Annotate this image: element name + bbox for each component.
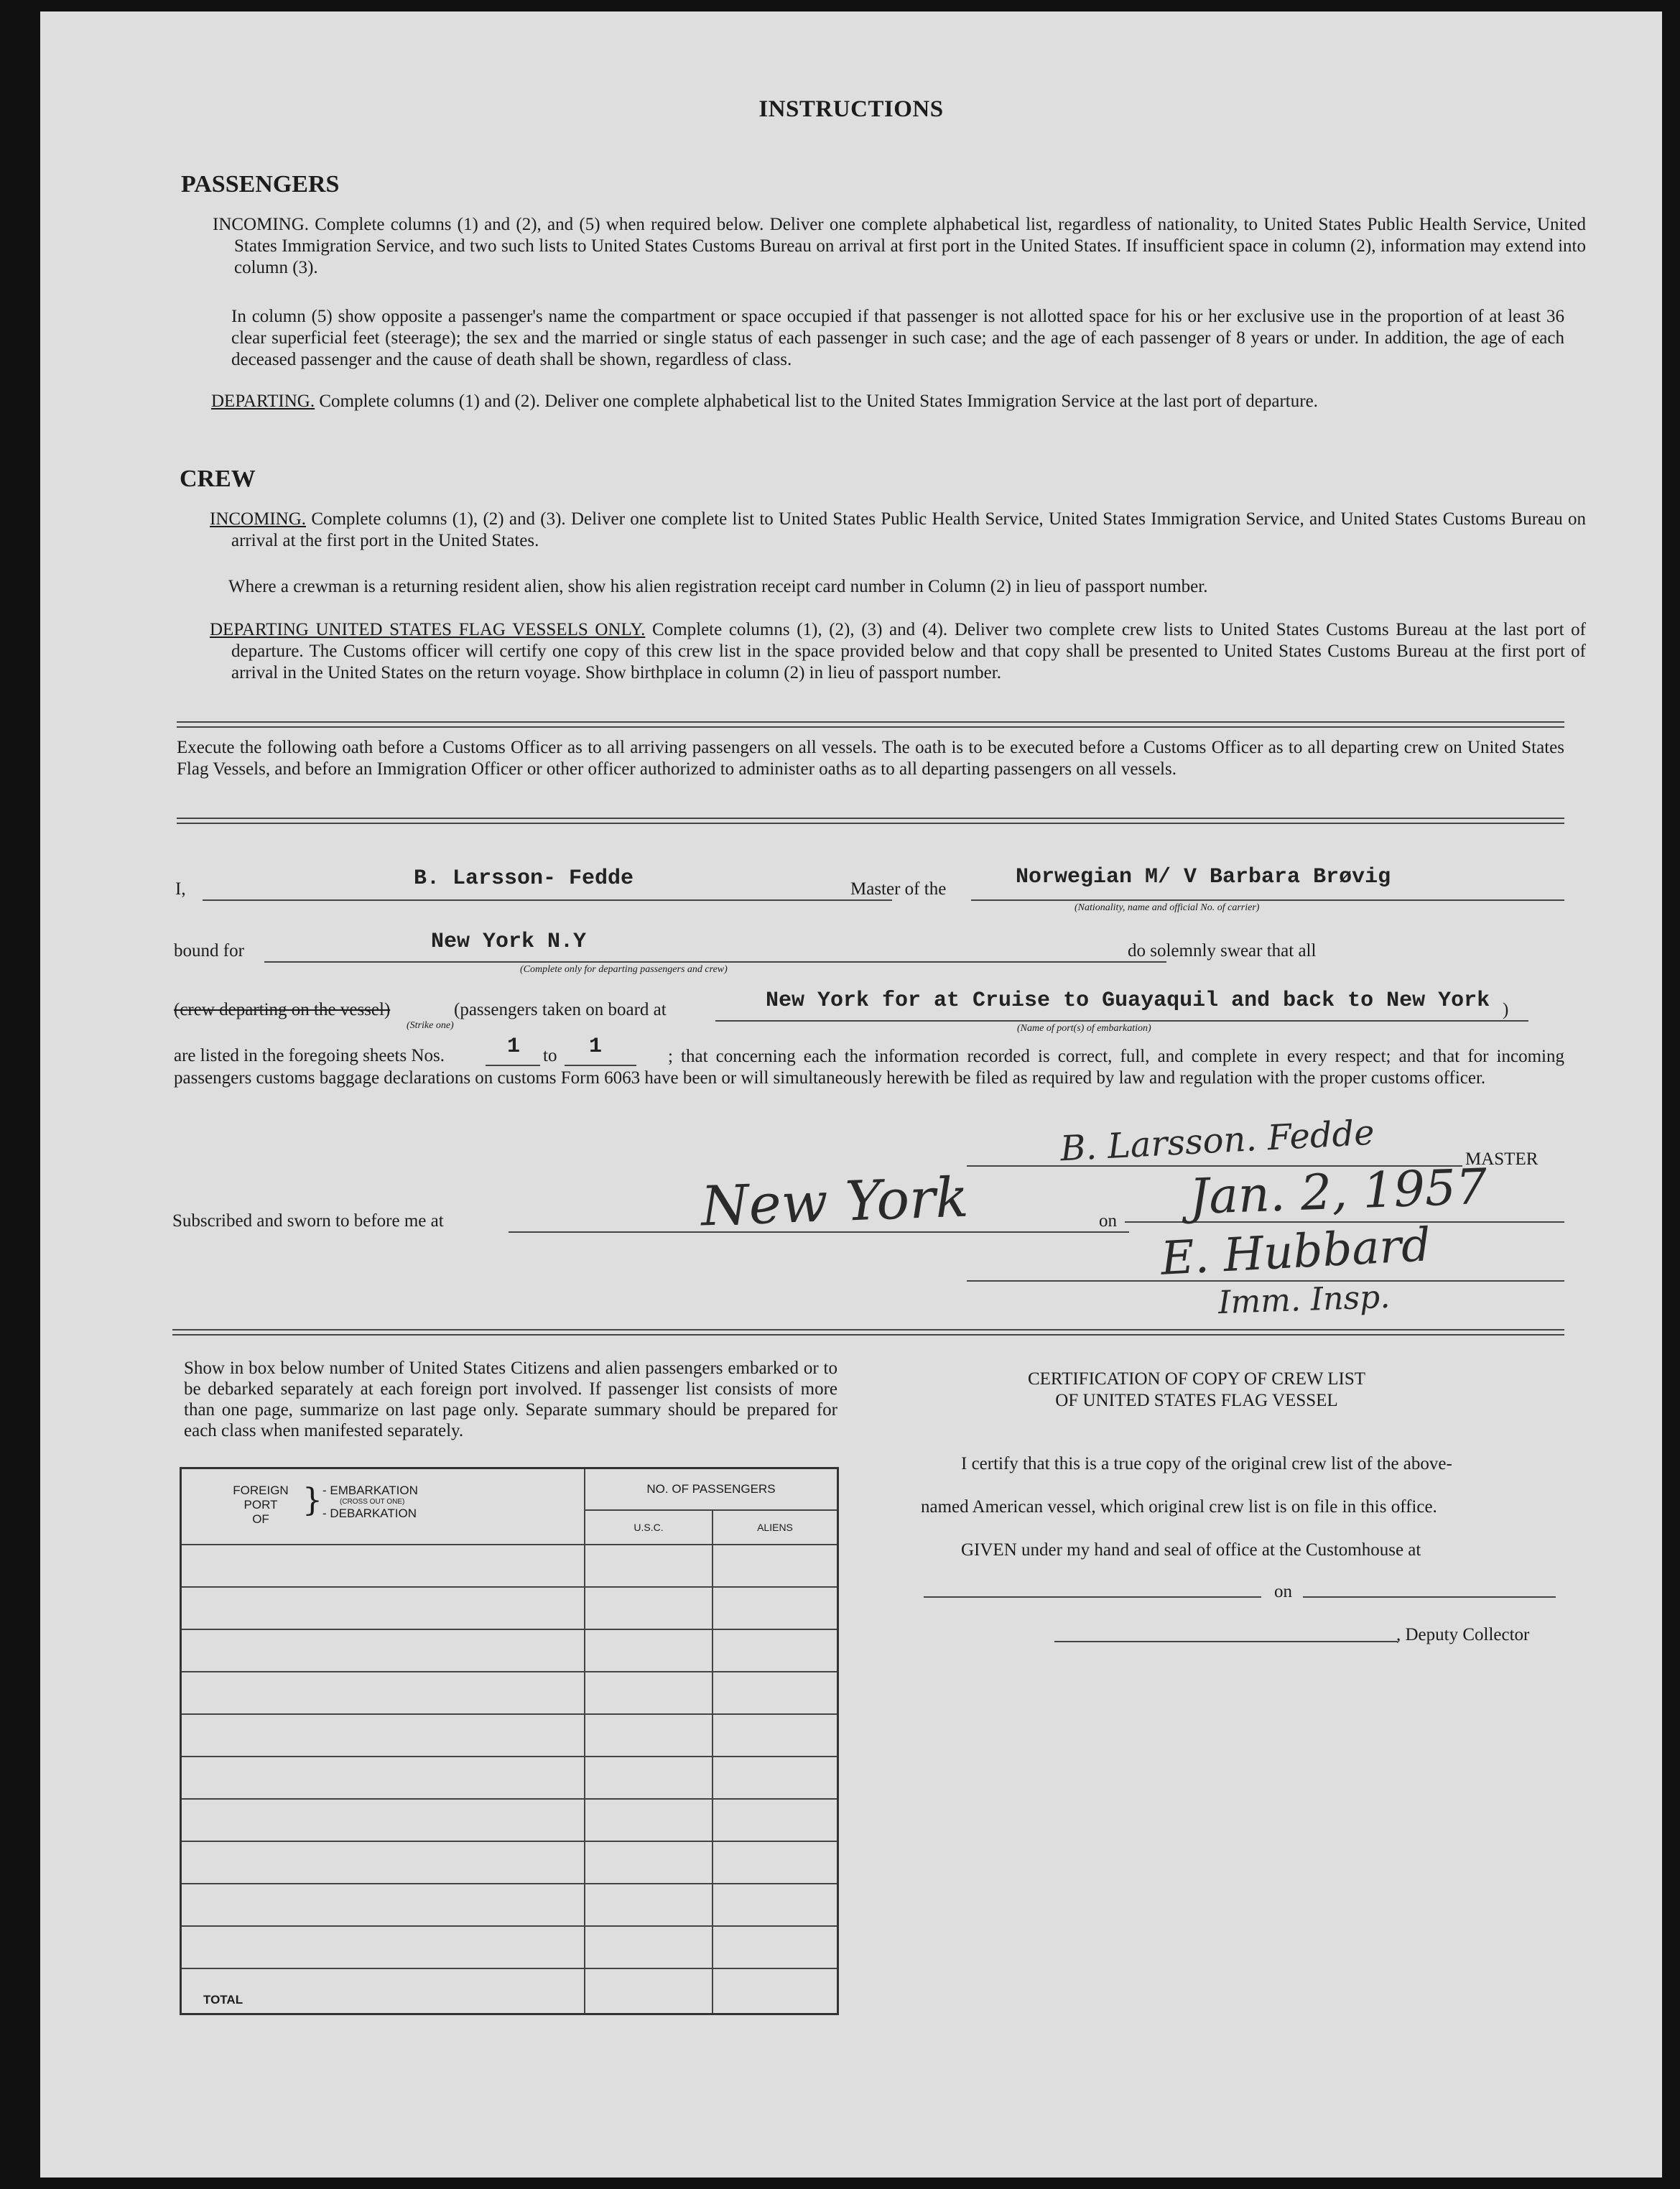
table-row [181,1926,838,1968]
total-usc-cell[interactable] [585,1968,713,2014]
embarkation-line [715,1020,1528,1022]
port-cell[interactable] [181,1926,585,1968]
crew-incoming-text: Complete columns (1), (2) and (3). Deliver one complete list to United States Public Health Service, United States Immigration Service, and United States Customs Bureau on arrival at the first port in the United States. [231,509,1586,550]
embarkation-label: - EMBARKATION [322,1484,418,1497]
oath-i-label: I, [175,879,186,899]
vessel-line [971,899,1564,901]
passengers-departing-label: DEPARTING. [211,392,315,411]
vessel-value: Norwegian M/ V Barbara Brøvig [1016,865,1391,889]
passengers-taken-option: (passengers taken on board at [454,1000,667,1019]
summary-instruction: Show in box below number of United States Citizens and alien passengers embarked or to be debarked separately at each foreign port involved. If passenger list consists of more than one page, summarize on last page only. Separate summary should be prepared for each class when manifested separately. [184,1359,837,1440]
certification-line2: named American vessel, which original crew list is on file in this office. [921,1497,1437,1517]
crew-departing-label: DEPARTING UNITED STATES FLAG VESSELS ONLY. [210,620,646,639]
port-cell[interactable] [181,1545,585,1587]
crew-departing-text: Complete columns (1), (2), (3) and (4). Deliver two complete crew lists to United States Customs Bureau at the last port of departure. The Customs officer will certify one copy of this crew list in the space provided below and that copy shall be presented to United States Customs Bureau at the first port of arrival in the United States on the return voyage. Show birthplace in column (2) in lieu of passport number. [231,620,1586,682]
subscribed-label: Subscribed and sworn to before me at [172,1211,444,1231]
usc-cell[interactable] [585,1587,713,1629]
divider [177,818,1564,824]
aliens-cell[interactable] [713,1799,838,1841]
customhouse-line[interactable] [924,1596,1261,1598]
bound-for-line [264,961,1166,963]
table-row [181,1799,838,1841]
embarkation-port-value: New York for at Cruise to Guayaquil and back to New York [766,989,1490,1013]
port-label: PORT [243,1498,278,1512]
aliens-cell[interactable] [713,1884,838,1926]
certification-line1: I certify that this is a true copy of the original crew list of the above- [961,1454,1452,1473]
crew-departing-paragraph [210,619,1586,684]
certification-line3: GIVEN under my hand and seal of office at the Customhouse at [961,1540,1421,1560]
crew-heading: CREW [180,466,256,492]
usc-cell[interactable] [585,1884,713,1926]
officer-signature: E. Hubbard [1159,1218,1432,1286]
divider [172,1329,1564,1336]
usc-cell[interactable] [585,1545,713,1587]
passengers-column5-text: In column (5) show opposite a passenger's name the compartment or space occupied if that passenger is not allotted space for his or her exclusive use in the proportion of at least 36 clear superficial feet (steerage); the sex and the married or single status of each passenger in such case; and the age of each passenger of 8 years or under. In addition, the age of each deceased passenger and the cause of death shall be shown, regardless of class. [231,307,1564,369]
sworn-date-value: Jan. 2, 1957 [1188,1158,1488,1226]
embarkation-caption: (Name of port(s) of embarkation) [1017,1023,1151,1034]
aliens-header-cell: ALIENS [713,1510,838,1545]
bound-for-label: bound for [174,941,244,961]
usc-cell[interactable] [585,1714,713,1757]
table-row [181,1714,838,1757]
port-cell[interactable] [181,1714,585,1757]
embarkation-close-paren: ) [1503,1000,1509,1019]
foreign-label: FOREIGN [233,1484,289,1497]
officer-signature-line [967,1280,1564,1282]
crew-incoming-label: INCOMING. [210,509,307,529]
page-title: INSTRUCTIONS [758,96,944,122]
aliens-cell[interactable] [713,1629,838,1672]
crew-resident-text: Where a crewman is a returning resident alien, show his alien registration receipt card number in Column (2) in lieu of passport number. [228,577,1208,596]
usc-header-cell: U.S.C. [585,1510,713,1545]
port-cell[interactable] [181,1884,585,1926]
passengers-header-cell: NO. OF PASSENGERS [585,1468,838,1510]
crew-incoming-paragraph [210,509,1586,552]
usc-cell[interactable] [585,1629,713,1672]
passengers-heading: PASSENGERS [181,171,340,198]
usc-cell[interactable] [585,1926,713,1968]
master-name-line [203,899,892,901]
strike-one-caption: (Strike one) [407,1020,454,1031]
usc-cell[interactable] [585,1672,713,1714]
master-signature: B. Larsson. Fedde [1059,1112,1375,1170]
officer-title: Imm. Insp. [1217,1278,1391,1322]
table-row [181,1629,838,1672]
certification-date-line[interactable] [1303,1596,1556,1598]
table-row [181,1672,838,1714]
deputy-signature-line[interactable] [1054,1641,1398,1642]
aliens-cell[interactable] [713,1841,838,1884]
port-cell[interactable] [181,1799,585,1841]
swear-label: do solemnly swear that all [1128,941,1317,961]
total-label: TOTAL [181,1968,585,2014]
master-of-label: Master of the [850,879,947,899]
table-row [181,1884,838,1926]
sheets-rest-text: ; that concerning each the information recorded is correct, full, and complete in every respect; and that for incoming passengers customs baggage declarations on customs Form 6063 have been or will simultaneously herewith be filed as required by law and regulation with the proper customs officer. [174,1047,1564,1088]
port-cell[interactable] [181,1757,585,1799]
table-row [181,1587,838,1629]
sheet-to-value: 1 [589,1035,603,1059]
certification-on-label: on [1274,1582,1292,1601]
debarkation-label: - DEBARKATION [322,1507,417,1520]
sworn-on-label: on [1099,1211,1117,1231]
divider [177,721,1564,728]
bound-for-value: New York N.Y [431,930,587,954]
certification-heading-line2: OF UNITED STATES FLAG VESSEL [1055,1391,1338,1410]
sheet-from-value: 1 [507,1035,521,1059]
aliens-cell[interactable] [713,1587,838,1629]
table-row [181,1841,838,1884]
cross-out-label: (CROSS OUT ONE) [340,1498,405,1506]
aliens-cell[interactable] [713,1714,838,1757]
passengers-incoming-label: INCOMING. [213,215,310,234]
table-row [181,1757,838,1799]
to-label: to [543,1046,557,1065]
passengers-incoming-text: Complete columns (1) and (2), and (5) when required below. Deliver one complete alphabetical list, regardless of nationality, to United States Public Health Service, United States Immigration Service, and two such lists to United States Customs Bureau on arrival at first port in the United States. If insufficient space in column (2), information may extend into column (3). [234,215,1587,277]
passengers-incoming-paragraph [213,214,1586,279]
document-page [40,11,1662,2178]
port-cell[interactable] [181,1841,585,1884]
certification-heading-line1: CERTIFICATION OF COPY OF CREW LIST [1027,1369,1366,1389]
of-label: OF [252,1512,269,1526]
port-cell[interactable] [181,1672,585,1714]
passengers-departing-text: Complete columns (1) and (2). Deliver one complete alphabetical list to the United States Immigration Service at the last port of departure. [319,392,1318,411]
bound-for-caption: (Complete only for departing passengers and crew) [520,964,728,975]
passengers-departing-paragraph [211,391,1586,412]
aliens-cell[interactable] [713,1545,838,1587]
sheets-label: are listed in the foregoing sheets Nos. [174,1046,445,1065]
total-aliens-cell[interactable] [713,1968,838,2014]
usc-cell[interactable] [585,1757,713,1799]
usc-cell[interactable] [585,1841,713,1884]
table-row [181,1545,838,1587]
brace-icon: } [302,1482,322,1519]
crew-departing-option: (crew departing on the vessel) [174,1000,391,1019]
master-label: MASTER [1465,1149,1539,1169]
aliens-cell[interactable] [713,1757,838,1799]
deputy-collector-label: , Deputy Collector [1396,1625,1530,1644]
usc-cell[interactable] [585,1799,713,1841]
port-cell[interactable] [181,1629,585,1672]
aliens-cell[interactable] [713,1926,838,1968]
total-row [181,1968,838,2014]
sworn-place-value: New York [700,1165,970,1239]
master-name-value: B. Larsson- Fedde [414,866,634,891]
port-header-cell [181,1468,585,1545]
oath-instruction: Execute the following oath before a Customs Officer as to all arriving passengers on all vessels. The oath is to be executed before a Customs Officer as to all departing crew on United States Flag Vessels, and before an Immigration Officer or other officer authorized to administer oaths as to all departing passengers on all vessels. [177,738,1564,779]
passenger-summary-table [180,1467,839,2015]
aliens-cell[interactable] [713,1672,838,1714]
vessel-caption: (Nationality, name and official No. of carrier) [1075,902,1260,913]
port-cell[interactable] [181,1587,585,1629]
